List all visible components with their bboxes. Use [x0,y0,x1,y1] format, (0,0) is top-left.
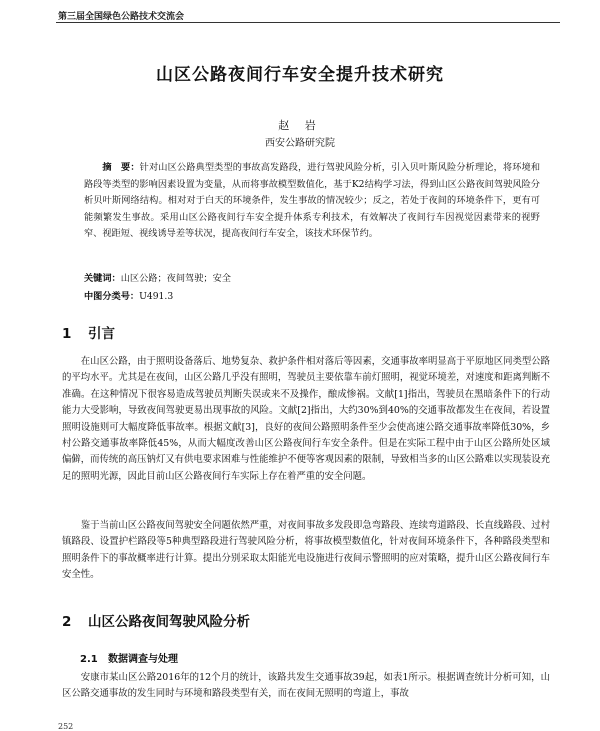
abstract [84,160,540,243]
clc-text: U491.3 [139,291,174,302]
author-name: 赵 岩 [278,119,322,132]
section-number: 1 [62,326,72,342]
subsection-title: 数据调查与处理 [108,654,178,665]
section-title: 山区公路夜间驾驶风险分析 [88,614,250,630]
intro-paragraph-2: 鉴于当前山区公路夜间驾驶安全问题依然严重，对夜间事故多发段即急弯路段、连续弯道路段、长直线路段、过村镇路段、设置护栏路段等5种典型路段进行驾驶风险分析，将事故模型数值化，针对夜间环境条件下，各种路段类型和照明条件下的事故概率进行计算。提出分别采取太阳能光电设施进行夜间示警照明的应对策略，提升山区公路夜间行车安全性。 [62,520,550,581]
section-number: 2 [62,614,72,630]
intro-paragraph-1: 在山区公路，由于照明设备落后、地势复杂、救护条件相对落后等因素，交通事故率明显高于平原地区同类型公路的平均水平。尤其是在夜间，山区公路几乎没有照明，驾驶员主要依靠车前灯照明，视觉环境差，对速度和距离判断不准确。在这种情况下很容易造成驾驶员判断失误或来不及操作，酿成惨祸。文献[1]指出，驾驶员在黑暗条件下的行动能力大受影响，导致夜间驾驶更易出现事故的风险。文献[2]指出，大约30%到40%的交通事故都发生在夜间，若设置照明设施则可大幅度降低事故率。根据文献[3]，良好的夜间公路照明条件至少会使高速公路交通事故率降低30%，乡村公路交通事故率降低45%，从而大幅度改善山区公路夜间行车安全条件。但是在实际工程中由于山区公路所处区域偏僻，而传统的高压钠灯又有供电要求困难与性能维护不便等客观因素的限制，导致相当多的山区公路难以实现装设充足的照明光源，因此目前山区公路夜间行车实际上存在着严重的安全问题。 [62,356,550,482]
header-rule [56,22,560,23]
keywords-text: 山区公路；夜间驾驶；安全 [120,273,231,284]
section-heading-risk [62,610,250,630]
keywords-label: 关键词： [84,273,121,284]
data-paragraph-1: 安康市某山区公路2016年的12个月的统计，该路共发生交通事故39起，如表1所示。根据调查统计分析可知，山区公路交通事故的发生同时与环境和路段类型有关，而在夜间无照明的弯道上，事故 [62,672,550,700]
section-title: 引言 [88,326,115,342]
abstract-label: 摘 要： [102,162,140,173]
author-affiliation: 西安公路研究院 [265,138,335,149]
keywords [84,270,231,284]
section-heading-intro [62,322,115,342]
page-number: 252 [58,722,74,731]
clc-number [84,288,173,302]
abstract-text: 针对山区公路典型类型的事故高发路段，进行驾驶风险分析，引入贝叶斯风险分析理论，将环境和路段等类型的影响因素设置为变量，从而将事故模型数值化，基于K2结构学习法，得到山区公路夜间驾驶风险分析贝叶斯网络结构。相对对于白天的环境条件，发生事故的情况较少；反之，若处于夜间的环境条件下，更有可能频繁发生事故。采用山区公路夜间行车安全提升体系专利技术，有效解决了夜间行车因视觉因素带来的视野窄、视距短、视线诱导差等状况，提高夜间行车安全，该技术环保节约。 [84,162,541,239]
paper-title: 山区公路夜间行车安全提升技术研究 [156,65,444,85]
clc-label: 中图分类号： [84,291,140,302]
running-head: 第三届全国绿色公路技术交流会 [58,12,185,22]
subsection-heading-data [80,650,178,665]
subsection-number: 2.1 [80,654,98,665]
